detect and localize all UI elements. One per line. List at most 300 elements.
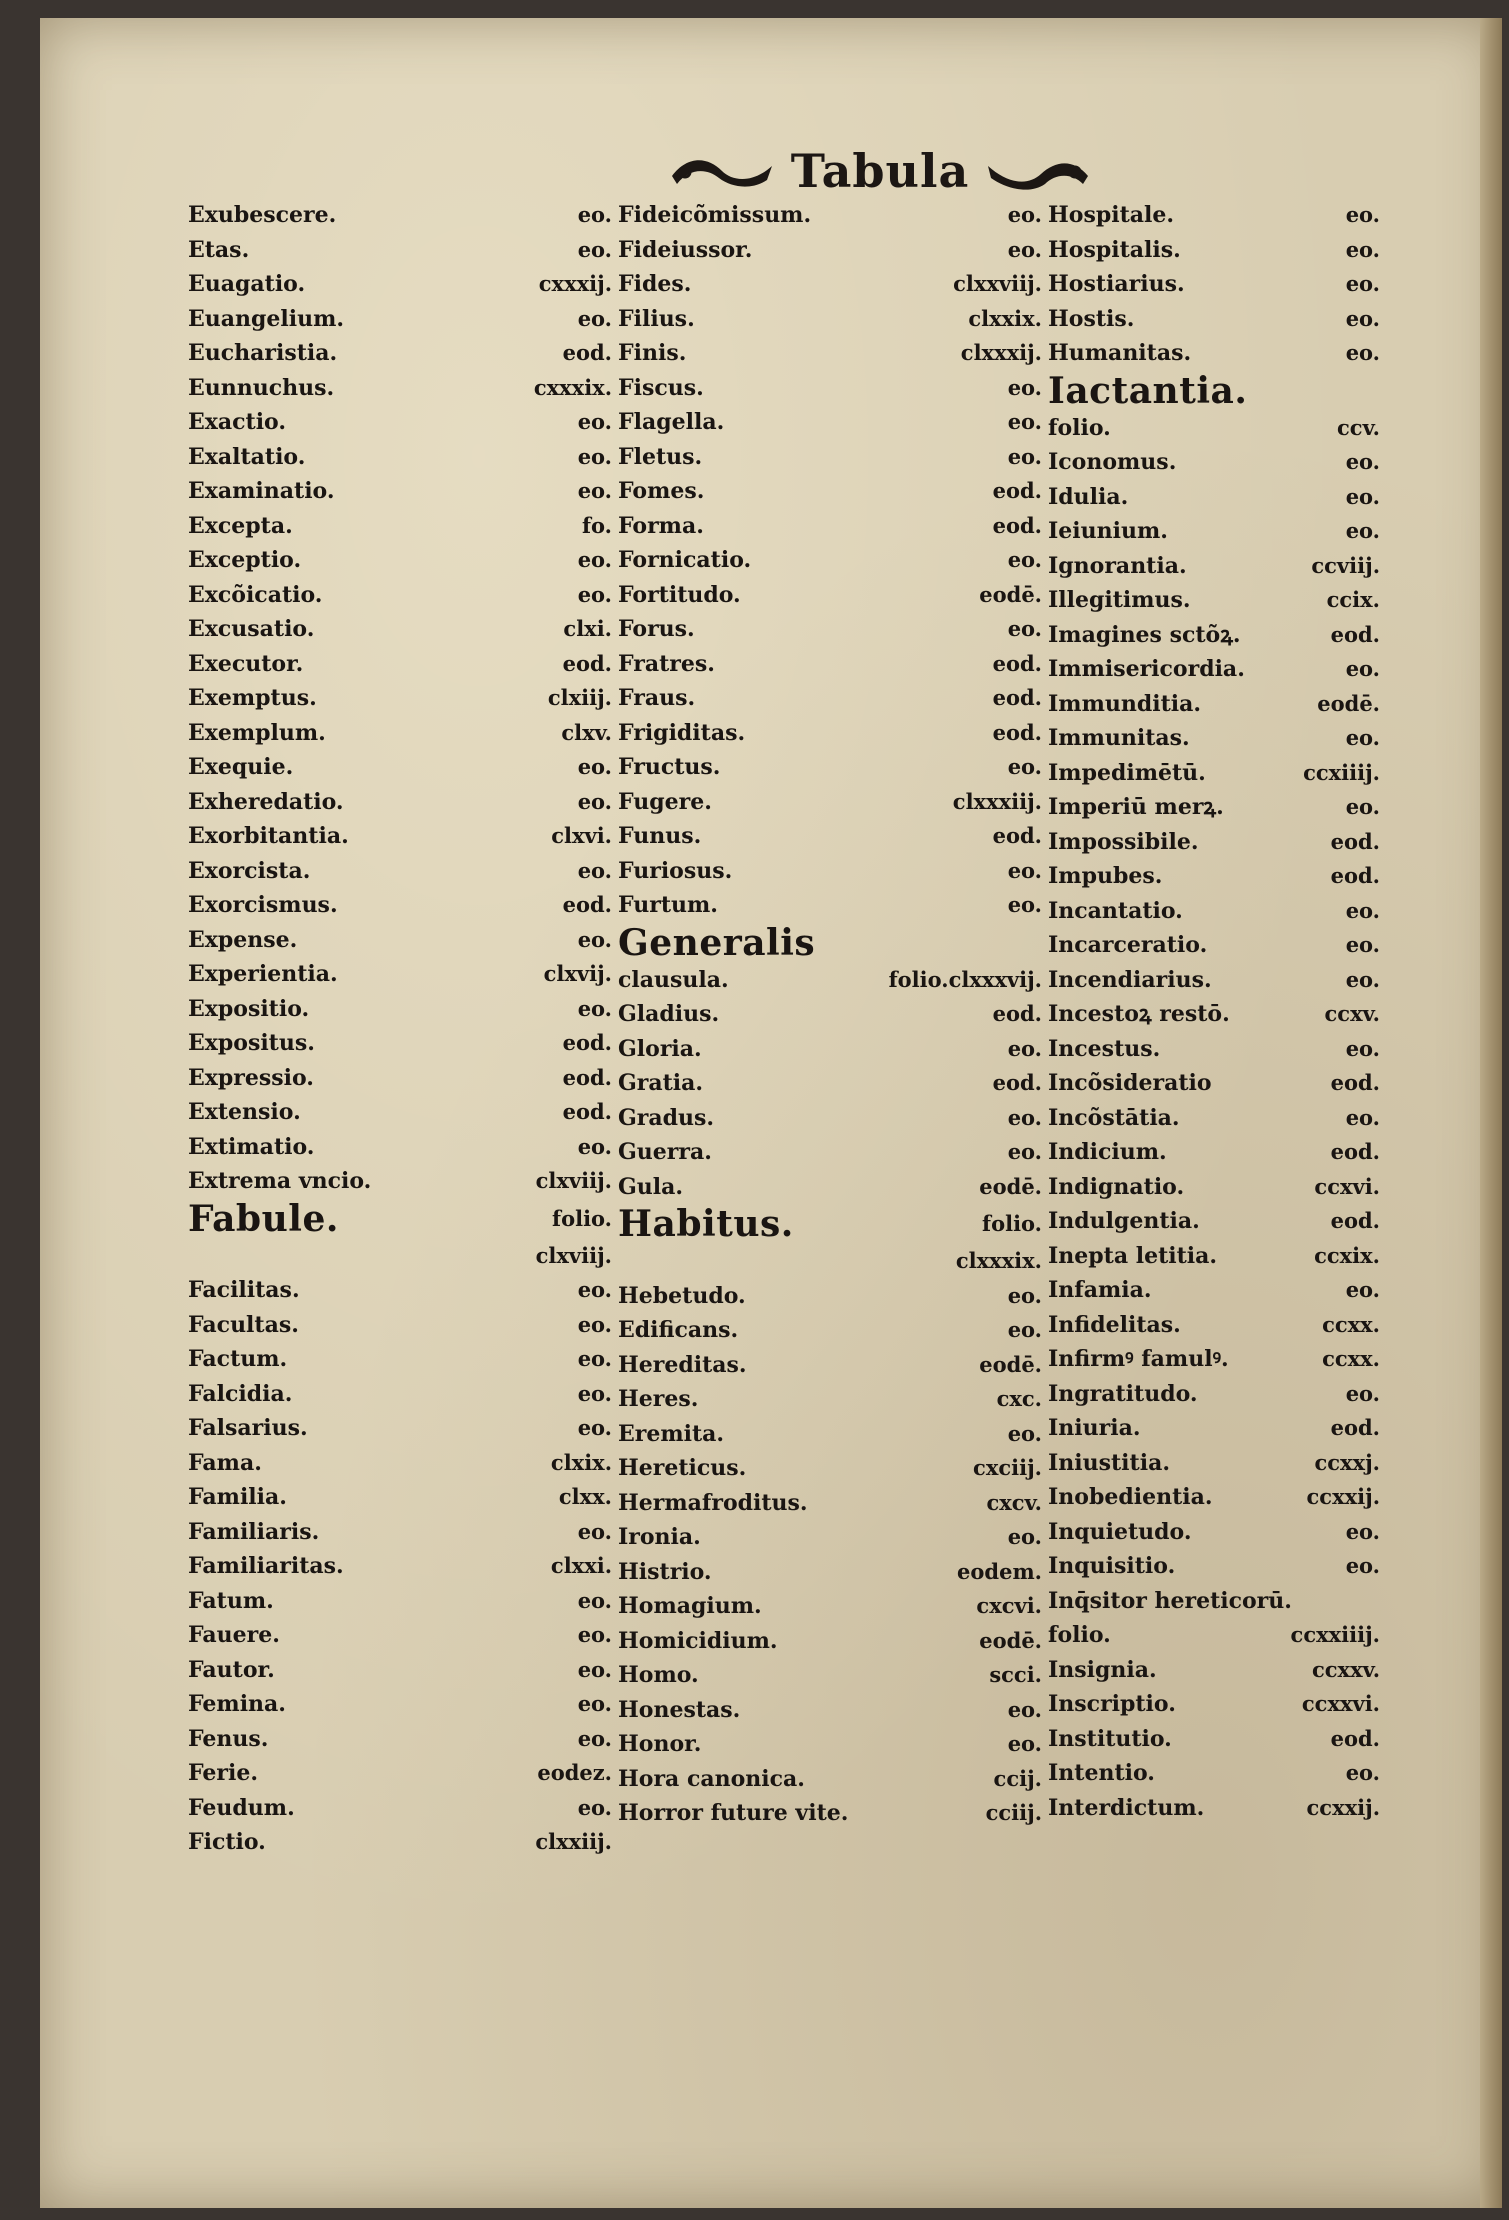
index-entry bbox=[1048, 1515, 1386, 1550]
index-entry bbox=[618, 963, 1048, 998]
entry-term: Inq̄sitor hereticorū. bbox=[1048, 1587, 1292, 1614]
index-entry bbox=[618, 1066, 1048, 1101]
entry-folio-ref: clxix. bbox=[550, 1449, 612, 1475]
entry-folio-ref: eo. bbox=[1345, 1760, 1380, 1785]
index-entry bbox=[188, 233, 618, 268]
entry-term: Honor. bbox=[618, 1731, 702, 1757]
entry-folio-ref: eo. bbox=[1007, 1139, 1042, 1164]
entry-folio-ref: eo. bbox=[577, 1794, 612, 1820]
entry-folio-ref: clxviij. bbox=[535, 1242, 612, 1268]
entry-folio-ref: ccxxvi. bbox=[1301, 1691, 1380, 1716]
entry-folio-ref: eo. bbox=[1007, 1731, 1042, 1756]
entry-folio-ref: eo. bbox=[577, 305, 612, 331]
entry-term: Interdictum. bbox=[1048, 1794, 1205, 1821]
entry-term: Gradus. bbox=[618, 1104, 715, 1131]
entry-folio-ref: eo. bbox=[1345, 725, 1380, 750]
entry-folio-ref: eo. bbox=[1345, 897, 1380, 923]
entry-term: Inepta letitia. bbox=[1048, 1242, 1218, 1269]
index-entry bbox=[1048, 1239, 1386, 1274]
entry-term: Fratres. bbox=[618, 650, 715, 677]
index-entry bbox=[1048, 618, 1386, 653]
entry-term: Fugere. bbox=[618, 788, 712, 815]
entry-term: Fauere. bbox=[188, 1622, 280, 1648]
entry-term: Femina. bbox=[188, 1691, 286, 1717]
entry-term: Exheredatio. bbox=[188, 788, 344, 815]
entry-folio-ref: ccxxj. bbox=[1314, 1449, 1380, 1475]
entry-term: Expense. bbox=[188, 926, 298, 953]
index-heading bbox=[188, 1199, 618, 1239]
entry-term: Edificans. bbox=[618, 1317, 739, 1343]
entry-term: Infidelitas. bbox=[1048, 1311, 1181, 1338]
entry-folio-ref: eo. bbox=[1007, 202, 1042, 227]
entry-folio-ref: eo. bbox=[1345, 794, 1380, 819]
book-page bbox=[40, 18, 1502, 2208]
entry-term: Etas. bbox=[188, 236, 250, 263]
index-entry bbox=[1048, 1549, 1386, 1584]
entry-folio-ref: eo. bbox=[1007, 1104, 1042, 1130]
entry-folio-ref: eo. bbox=[1007, 1317, 1042, 1342]
entry-folio-ref: eo. bbox=[577, 409, 612, 434]
entry-term: Imperiū merꝝ. bbox=[1048, 794, 1224, 820]
index-entry bbox=[618, 647, 1048, 682]
entry-term: Fornicatio. bbox=[618, 547, 752, 573]
entry-folio-ref: eod. bbox=[1330, 1725, 1380, 1751]
entry-term: Furiosus. bbox=[618, 857, 733, 884]
index-entry bbox=[1048, 1722, 1386, 1757]
entry-folio-ref: eod. bbox=[992, 685, 1042, 710]
index-entry bbox=[188, 1515, 618, 1550]
entry-folio-ref: eod. bbox=[992, 1070, 1042, 1095]
index-entry bbox=[618, 578, 1048, 613]
index-entry bbox=[618, 681, 1048, 716]
entry-folio-ref: clxxi. bbox=[550, 1553, 612, 1578]
entry-term: Factum. bbox=[188, 1346, 288, 1372]
index-heading bbox=[1048, 371, 1386, 411]
index-entry bbox=[618, 474, 1048, 509]
index-entry bbox=[618, 1417, 1048, 1452]
index-entry bbox=[188, 336, 618, 371]
entry-folio-ref: cxcv. bbox=[986, 1489, 1042, 1515]
entry-folio-ref: eo. bbox=[577, 995, 612, 1021]
index-entry bbox=[618, 1244, 1048, 1279]
page-header bbox=[640, 136, 1120, 206]
entry-folio-ref: ccviij. bbox=[1311, 552, 1380, 578]
entry-term: Incestoꝝ restō. bbox=[1048, 1001, 1230, 1027]
entry-folio-ref: eod. bbox=[992, 478, 1042, 503]
index-entry bbox=[618, 336, 1048, 371]
entry-folio-ref: eod. bbox=[562, 892, 612, 917]
entry-term: Expressio. bbox=[188, 1064, 314, 1091]
entry-term: Fideiussor. bbox=[618, 236, 753, 263]
entry-term: Idulia. bbox=[1048, 483, 1129, 510]
entry-folio-ref: clxxxij. bbox=[960, 340, 1042, 365]
index-entry bbox=[618, 1486, 1048, 1521]
index-entry bbox=[618, 267, 1048, 302]
entry-term: Exceptio. bbox=[188, 547, 302, 573]
entry-term: Immunditia. bbox=[1048, 690, 1202, 717]
entry-term: Forus. bbox=[618, 616, 695, 642]
entry-folio-ref: eod. bbox=[1330, 1139, 1380, 1164]
entry-term: Incõsideratio bbox=[1048, 1070, 1212, 1096]
index-entry bbox=[188, 543, 618, 578]
entry-term: folio. bbox=[1048, 414, 1111, 441]
index-entry bbox=[618, 888, 1048, 923]
index-entry bbox=[1048, 1273, 1386, 1308]
index-entry bbox=[188, 1095, 618, 1130]
entry-folio-ref: clxvi. bbox=[551, 823, 612, 848]
entry-term: Immisericordia. bbox=[1048, 656, 1245, 682]
index-entry bbox=[188, 957, 618, 992]
entry-term: Homagium. bbox=[618, 1593, 762, 1619]
index-column-1 bbox=[188, 198, 618, 1860]
entry-folio-ref: eod. bbox=[562, 1099, 612, 1124]
entry-term: Excõicatio. bbox=[188, 581, 323, 608]
entry-term: Feudum. bbox=[188, 1794, 295, 1821]
entry-term: Incarceratio. bbox=[1048, 932, 1208, 958]
index-entry bbox=[1048, 1170, 1386, 1205]
index-entry bbox=[1048, 514, 1386, 549]
entry-term: Inquietudo. bbox=[1048, 1518, 1192, 1545]
index-entry bbox=[618, 1279, 1048, 1314]
entry-folio-ref: eo. bbox=[1345, 1518, 1380, 1544]
entry-folio-ref: ccxx. bbox=[1322, 1346, 1380, 1371]
entry-term: Finis. bbox=[618, 340, 687, 366]
entry-term: clausula. bbox=[618, 966, 729, 993]
page-edge bbox=[1480, 18, 1502, 2208]
index-entry bbox=[1048, 583, 1386, 618]
entry-folio-ref: ccxvi. bbox=[1314, 1173, 1380, 1199]
entry-folio-ref: eo. bbox=[577, 1518, 612, 1544]
index-entry bbox=[1048, 859, 1386, 894]
entry-term: Ferie. bbox=[188, 1760, 259, 1786]
entry-folio-ref: eo. bbox=[577, 1277, 612, 1302]
entry-term: Hostiarius. bbox=[1048, 271, 1185, 297]
entry-term: Facultas. bbox=[188, 1311, 299, 1338]
entry-folio-ref: eo. bbox=[577, 581, 612, 607]
entry-term: Exorcista. bbox=[188, 857, 311, 884]
entry-term: Exubescere. bbox=[188, 202, 337, 228]
entry-folio-ref: eo. bbox=[1345, 340, 1380, 365]
index-entry bbox=[188, 1061, 618, 1096]
entry-term: Imagines sctõꝝ. bbox=[1048, 621, 1241, 648]
index-entry bbox=[1048, 1411, 1386, 1446]
entry-folio-ref: eod. bbox=[1330, 828, 1380, 854]
entry-term: Incantatio. bbox=[1048, 897, 1183, 924]
entry-term: Fautor. bbox=[188, 1656, 275, 1683]
entry-term: Histrio. bbox=[618, 1558, 712, 1585]
index-entry bbox=[188, 440, 618, 475]
entry-term: Fenus. bbox=[188, 1725, 269, 1752]
entry-folio-ref: eo. bbox=[577, 1346, 612, 1371]
index-entry bbox=[188, 1653, 618, 1688]
entry-term: Ignorantia. bbox=[1048, 552, 1187, 579]
index-entry bbox=[188, 1130, 618, 1165]
entry-folio-ref: eo. bbox=[1345, 271, 1380, 296]
index-entry bbox=[1048, 997, 1386, 1032]
index-entry bbox=[1048, 480, 1386, 515]
index-entry bbox=[1048, 1204, 1386, 1239]
index-entry bbox=[188, 1342, 618, 1377]
index-entry bbox=[188, 716, 618, 751]
entry-folio-ref: eod. bbox=[1330, 1208, 1380, 1233]
entry-folio-ref: eo. bbox=[1007, 443, 1042, 469]
index-entry bbox=[618, 1693, 1048, 1728]
entry-folio-ref: clxxxix. bbox=[955, 1248, 1042, 1273]
entry-term: Frigiditas. bbox=[618, 719, 746, 746]
entry-folio-ref: cxxxij. bbox=[538, 271, 612, 296]
entry-folio-ref: clxv. bbox=[561, 719, 612, 745]
index-entry bbox=[188, 578, 618, 613]
entry-term: Homicidium. bbox=[618, 1627, 778, 1654]
entry-folio-ref: eo. bbox=[1007, 1035, 1042, 1061]
index-entry bbox=[1048, 1584, 1386, 1619]
index-entry bbox=[618, 1032, 1048, 1067]
index-entry bbox=[188, 1308, 618, 1343]
index-entry bbox=[1048, 825, 1386, 860]
index-entry bbox=[1048, 721, 1386, 756]
entry-folio-ref: ccxxij. bbox=[1306, 1794, 1380, 1820]
entry-term: Illegitimus. bbox=[1048, 587, 1191, 613]
entry-term: Forma. bbox=[618, 512, 704, 539]
entry-folio-ref: eo. bbox=[1007, 409, 1042, 434]
index-entry bbox=[618, 198, 1048, 233]
index-entry bbox=[188, 888, 618, 923]
entry-term: Exorbitantia. bbox=[188, 823, 349, 849]
entry-folio-ref: eo. bbox=[1007, 1420, 1042, 1446]
entry-folio-ref: eo. bbox=[1007, 236, 1042, 262]
entry-term: Hereditas. bbox=[618, 1351, 747, 1378]
index-entry bbox=[1048, 302, 1386, 337]
page-title: Tabula bbox=[790, 144, 970, 198]
entry-folio-ref: eodē. bbox=[979, 1351, 1042, 1377]
index-entry bbox=[618, 854, 1048, 889]
entry-term: Exemplum. bbox=[188, 719, 326, 746]
entry-term: Impedimētū. bbox=[1048, 759, 1206, 786]
index-entry bbox=[188, 1687, 618, 1722]
entry-term: Fletus. bbox=[618, 443, 703, 470]
entry-term: Funus. bbox=[618, 823, 702, 849]
entry-folio-ref: eo. bbox=[577, 1415, 612, 1440]
entry-folio-ref: eo. bbox=[1007, 616, 1042, 641]
index-entry bbox=[188, 1026, 618, 1061]
index-entry bbox=[618, 233, 1048, 268]
entry-term: Fabule. bbox=[188, 1197, 339, 1240]
entry-folio-ref: eo. bbox=[1007, 1696, 1042, 1722]
entry-folio-ref: clxi. bbox=[563, 616, 612, 641]
index-entry bbox=[1048, 1653, 1386, 1688]
entry-term: Incõstātia. bbox=[1048, 1104, 1180, 1131]
entry-folio-ref: eod. bbox=[992, 823, 1042, 848]
entry-folio-ref: eo. bbox=[1345, 518, 1380, 543]
entry-term: Fideicõmissum. bbox=[618, 202, 812, 228]
index-entry bbox=[188, 267, 618, 302]
entry-folio-ref: eod. bbox=[1330, 863, 1380, 888]
entry-folio-ref: eod. bbox=[992, 1001, 1042, 1026]
index-entry bbox=[1048, 1342, 1386, 1377]
index-entry bbox=[618, 716, 1048, 751]
entry-term: Fortitudo. bbox=[618, 581, 741, 608]
index-entry bbox=[188, 1164, 618, 1199]
entry-term: Heres. bbox=[618, 1386, 699, 1412]
entry-folio-ref: eo. bbox=[1007, 1524, 1042, 1549]
entry-folio-ref: ccxxiiij. bbox=[1290, 1622, 1380, 1647]
entry-term: Examinatio. bbox=[188, 478, 335, 504]
index-entry bbox=[618, 405, 1048, 440]
entry-folio-ref: scci. bbox=[989, 1662, 1042, 1687]
entry-term: Iconomus. bbox=[1048, 449, 1177, 475]
index-entry bbox=[188, 681, 618, 716]
index-entry bbox=[188, 992, 618, 1027]
entry-folio-ref: eod. bbox=[992, 719, 1042, 745]
entry-folio-ref: clxviij. bbox=[535, 1168, 612, 1193]
entry-term: Familiaritas. bbox=[188, 1553, 344, 1579]
index-entry bbox=[618, 1555, 1048, 1590]
entry-folio-ref: eod. bbox=[1330, 1415, 1380, 1440]
entry-term: Exorcismus. bbox=[188, 892, 338, 918]
entry-folio-ref: eodē. bbox=[979, 581, 1042, 607]
entry-folio-ref: clxx. bbox=[558, 1484, 612, 1509]
entry-term: Humanitas. bbox=[1048, 340, 1192, 366]
entry-term: Gula. bbox=[618, 1173, 684, 1200]
entry-folio-ref: eo. bbox=[1007, 547, 1042, 572]
index-entry bbox=[1048, 652, 1386, 687]
entry-folio-ref: clxxix. bbox=[968, 305, 1042, 331]
entry-term: Iniuria. bbox=[1048, 1415, 1141, 1441]
entry-term: Iactantia. bbox=[1048, 369, 1248, 412]
index-entry bbox=[188, 1791, 618, 1826]
index-entry bbox=[1048, 756, 1386, 791]
entry-term: Indicium. bbox=[1048, 1139, 1167, 1165]
index-entry bbox=[618, 1451, 1048, 1486]
entry-term: Filius. bbox=[618, 305, 695, 332]
entry-term: Executor. bbox=[188, 650, 304, 677]
index-entry bbox=[1048, 1066, 1386, 1101]
index-entry bbox=[1048, 445, 1386, 480]
index-entry bbox=[618, 1135, 1048, 1170]
index-entry bbox=[188, 198, 618, 233]
entry-term: Fama. bbox=[188, 1449, 262, 1476]
ornament-right-icon bbox=[983, 146, 1093, 196]
index-entry bbox=[618, 612, 1048, 647]
entry-folio-ref: cxc. bbox=[996, 1386, 1042, 1411]
entry-term: Familiaris. bbox=[188, 1518, 320, 1545]
index-entry bbox=[1048, 928, 1386, 963]
entry-term: Gratia. bbox=[618, 1070, 704, 1096]
entry-term: Immunitas. bbox=[1048, 725, 1190, 751]
index-column-2 bbox=[618, 198, 1048, 1831]
entry-term: Extimatio. bbox=[188, 1133, 315, 1160]
entry-term: Institutio. bbox=[1048, 1725, 1172, 1752]
entry-folio-ref: eo. bbox=[1007, 1282, 1042, 1308]
entry-term: Gladius. bbox=[618, 1001, 720, 1027]
entry-folio-ref: eo. bbox=[1007, 754, 1042, 779]
entry-folio-ref: eo. bbox=[1345, 483, 1380, 509]
ornament-left-icon bbox=[667, 146, 777, 196]
index-entry bbox=[618, 997, 1048, 1032]
index-entry bbox=[1048, 233, 1386, 268]
index-entry bbox=[188, 819, 618, 854]
entry-folio-ref: ccxxij. bbox=[1306, 1484, 1380, 1509]
entry-term: Habitus. bbox=[618, 1203, 794, 1245]
index-entry bbox=[188, 612, 618, 647]
index-entry bbox=[188, 371, 618, 406]
entry-folio-ref: eo. bbox=[1345, 932, 1380, 957]
entry-term: Impubes. bbox=[1048, 863, 1163, 889]
entry-folio-ref: ccxix. bbox=[1314, 1242, 1380, 1268]
entry-term: Guerra. bbox=[618, 1139, 712, 1165]
index-entry bbox=[1048, 1756, 1386, 1791]
index-heading bbox=[618, 923, 1048, 963]
entry-folio-ref: eod. bbox=[562, 650, 612, 676]
index-entry bbox=[1048, 549, 1386, 584]
index-entry bbox=[618, 1170, 1048, 1205]
index-entry bbox=[188, 923, 618, 958]
entry-term: Infirmꝰ famulꝰ. bbox=[1048, 1346, 1229, 1372]
index-entry bbox=[188, 1756, 618, 1791]
entry-folio-ref: eo. bbox=[1345, 656, 1380, 681]
entry-folio-ref: eod. bbox=[562, 1030, 612, 1055]
entry-folio-ref: eodē. bbox=[979, 1173, 1042, 1199]
entry-term: Inquisitio. bbox=[1048, 1553, 1176, 1579]
entry-term: Euagatio. bbox=[188, 271, 306, 297]
entry-term: Insignia. bbox=[1048, 1656, 1157, 1683]
entry-term: Fatum. bbox=[188, 1587, 274, 1614]
entry-term: Hora canonica. bbox=[618, 1765, 805, 1792]
entry-folio-ref: eo. bbox=[577, 788, 612, 814]
entry-folio-ref: ccxiiij. bbox=[1303, 759, 1380, 785]
index-entry bbox=[188, 302, 618, 337]
entry-folio-ref: eod. bbox=[1330, 621, 1380, 647]
entry-term: Incendiarius. bbox=[1048, 966, 1212, 993]
entry-term: Exaltatio. bbox=[188, 443, 306, 470]
entry-folio-ref: eo. bbox=[577, 236, 612, 262]
index-entry bbox=[618, 302, 1048, 337]
entry-term: Expositio. bbox=[188, 995, 310, 1022]
entry-folio-ref: eo. bbox=[577, 1587, 612, 1613]
entry-folio-ref: eo. bbox=[1007, 892, 1042, 917]
entry-folio-ref: eod. bbox=[562, 1064, 612, 1090]
entry-folio-ref: eo. bbox=[1345, 236, 1380, 262]
index-entry bbox=[618, 543, 1048, 578]
index-entry bbox=[188, 1722, 618, 1757]
entry-term: Fomes. bbox=[618, 478, 705, 504]
entry-folio-ref: eo. bbox=[577, 1691, 612, 1716]
entry-term: Horror future vite. bbox=[618, 1800, 849, 1826]
entry-term: Fides. bbox=[618, 271, 692, 297]
index-heading bbox=[618, 1204, 1048, 1244]
index-entry bbox=[188, 785, 618, 820]
index-entry bbox=[1048, 1135, 1386, 1170]
entry-term: Generalis bbox=[618, 921, 816, 964]
entry-folio-ref: eo. bbox=[577, 547, 612, 572]
index-column-3 bbox=[1048, 198, 1386, 1825]
entry-folio-ref: cxciij. bbox=[973, 1455, 1042, 1480]
entry-folio-ref: cciij. bbox=[985, 1800, 1042, 1825]
index-entry bbox=[1048, 1791, 1386, 1826]
entry-term: Honestas. bbox=[618, 1696, 741, 1723]
entry-folio-ref: clxxviij. bbox=[953, 271, 1042, 296]
entry-term: Hereticus. bbox=[618, 1455, 747, 1481]
entry-term: Furtum. bbox=[618, 892, 718, 918]
entry-term: Eucharistia. bbox=[188, 340, 338, 366]
entry-term: Inscriptio. bbox=[1048, 1691, 1176, 1717]
entry-term: Ironia. bbox=[618, 1524, 701, 1550]
index-entry bbox=[188, 750, 618, 785]
entry-folio-ref: eod. bbox=[992, 512, 1042, 538]
index-entry bbox=[188, 405, 618, 440]
index-entry bbox=[1048, 1480, 1386, 1515]
entry-folio-ref: eo. bbox=[1007, 374, 1042, 400]
